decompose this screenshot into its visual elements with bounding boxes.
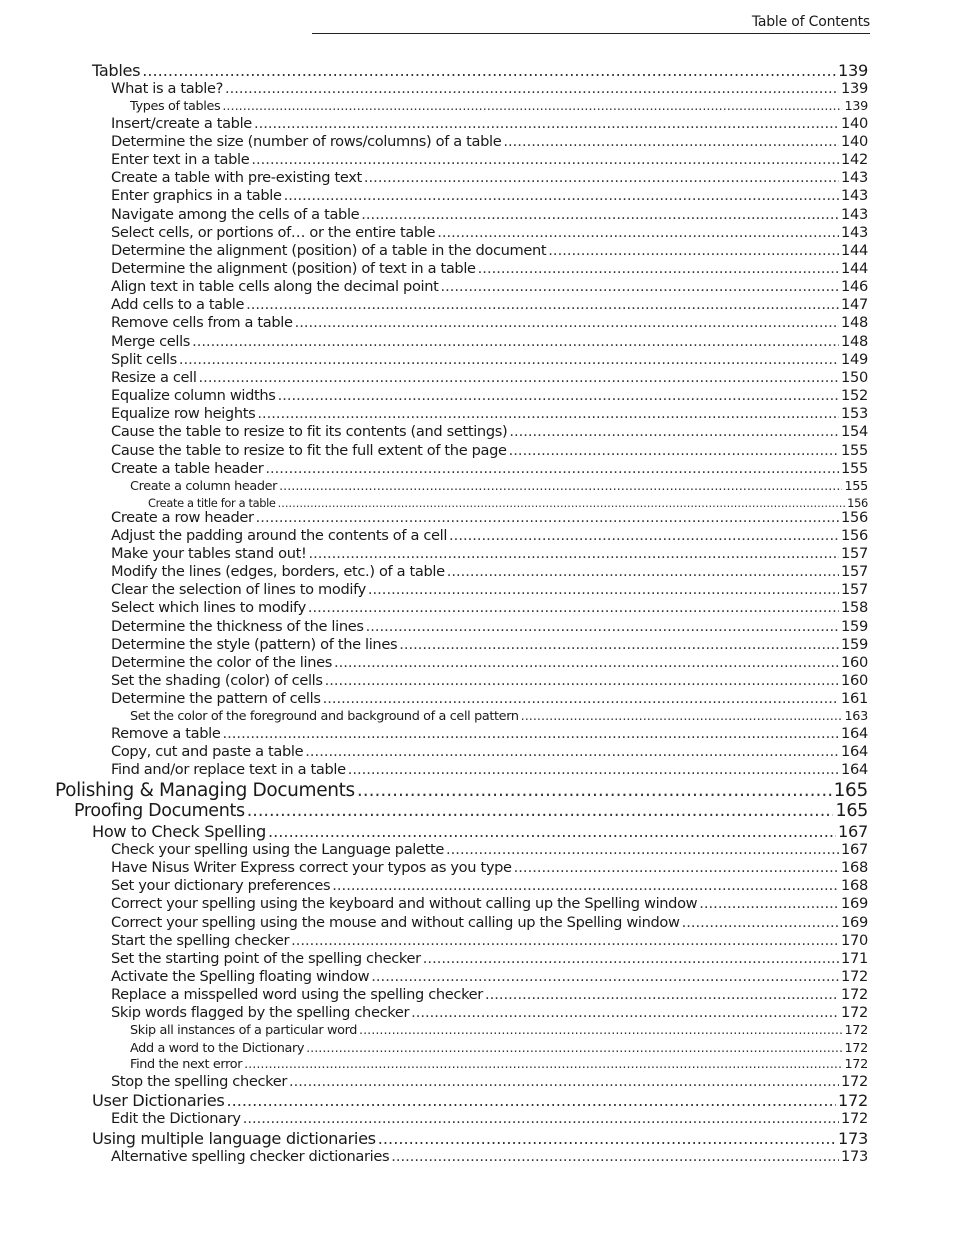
dot-leader	[371, 970, 839, 985]
toc-entry[interactable]	[111, 189, 868, 204]
toc-entry[interactable]	[130, 98, 868, 114]
dot-leader	[682, 916, 839, 931]
toc-entry[interactable]	[111, 547, 868, 562]
toc-entry-title: Adjust the padding around the contents of a cell	[111, 527, 448, 544]
toc-entry-title: Types of tables	[130, 98, 221, 114]
toc-entry-title: Split cells	[111, 351, 177, 368]
toc-entry-title: Determine the style (pattern) of the lines	[111, 636, 398, 653]
toc-entry-page-number: 159	[841, 618, 868, 635]
toc-entry-title: Remove a table	[111, 725, 221, 742]
toc-entry-title: Set your dictionary preferences	[111, 877, 331, 894]
toc-entry[interactable]	[111, 692, 868, 707]
dot-leader	[334, 656, 839, 671]
toc-entry-page-number: 155	[841, 460, 868, 477]
dot-leader	[332, 879, 839, 894]
toc-entry[interactable]	[55, 782, 868, 801]
toc-entry[interactable]	[130, 478, 868, 494]
toc-entry-title: Have Nisus Writer Express correct your typos as you type	[111, 859, 512, 876]
dot-leader	[279, 481, 842, 494]
toc-entry-page-number: 173	[841, 1148, 868, 1165]
toc-entry[interactable]	[111, 298, 868, 313]
toc-entry[interactable]	[92, 824, 868, 840]
dot-leader	[278, 498, 846, 509]
dot-leader	[348, 763, 839, 778]
dot-leader	[361, 208, 839, 223]
toc-entry-title: Tables	[92, 61, 141, 80]
toc-entry[interactable]	[111, 529, 868, 544]
toc-entry[interactable]	[92, 63, 868, 79]
toc-entry-page-number: 165	[835, 801, 868, 821]
toc-entry[interactable]	[92, 1131, 868, 1147]
toc-entry-title: Create a table header	[111, 460, 264, 477]
toc-entry[interactable]	[111, 389, 868, 404]
toc-entry-page-number: 164	[841, 761, 868, 778]
dot-leader	[485, 988, 839, 1003]
toc-entry-title: Cause the table to resize to fit the full extent of the page	[111, 442, 507, 459]
dot-leader	[246, 298, 839, 313]
toc-entry-title: Equalize row heights	[111, 405, 256, 422]
dot-leader	[359, 1025, 842, 1038]
toc-entry[interactable]	[111, 879, 868, 894]
dot-leader	[265, 462, 839, 477]
toc-entry-page-number: 154	[841, 423, 868, 440]
dot-leader	[399, 638, 839, 653]
toc-entry[interactable]	[111, 153, 868, 168]
toc-entry-title: Add a word to the Dictionary	[130, 1040, 305, 1056]
toc-entry[interactable]	[111, 425, 868, 440]
toc-entry-page-number: 172	[841, 1110, 868, 1127]
toc-entry[interactable]	[111, 727, 868, 742]
toc-entry-title: User Dictionaries	[92, 1091, 225, 1110]
toc-entry-page-number: 139	[844, 98, 868, 114]
toc-entry-title: Alternative spelling checker dictionaries	[111, 1148, 390, 1165]
toc-entry-title: Find and/or replace text in a table	[111, 761, 346, 778]
toc-entry-page-number: 172	[844, 1040, 868, 1056]
toc-entry-page-number: 170	[841, 932, 868, 949]
toc-entry[interactable]	[111, 171, 868, 186]
toc-entry[interactable]	[111, 316, 868, 331]
toc-entry-title: Select which lines to modify	[111, 599, 306, 616]
toc-entry[interactable]	[111, 262, 868, 277]
toc-entry[interactable]	[111, 763, 868, 778]
toc-entry[interactable]	[111, 843, 868, 858]
dot-leader	[423, 952, 839, 967]
toc-entry-page-number: 158	[841, 599, 868, 616]
toc-entry-title: Insert/create a table	[111, 115, 252, 132]
dot-leader	[243, 1112, 839, 1127]
toc-entry-page-number: 155	[841, 442, 868, 459]
dot-leader	[199, 371, 839, 386]
dot-leader	[223, 727, 840, 742]
running-header	[312, 14, 870, 34]
dot-leader	[548, 244, 839, 259]
toc-entry-page-number: 146	[841, 278, 868, 295]
dot-leader	[378, 1131, 836, 1147]
toc-entry-title: Start the spelling checker	[111, 932, 290, 949]
dot-leader	[247, 803, 834, 821]
toc-entry[interactable]	[111, 280, 868, 295]
dot-leader	[446, 843, 839, 858]
toc-entry-title: What is a table?	[111, 80, 223, 97]
toc-entry-title: Determine the color of the lines	[111, 654, 332, 671]
toc-entry-title: Equalize column widths	[111, 387, 276, 404]
toc-entry-page-number: 140	[841, 133, 868, 150]
toc-entry-title: Skip words flagged by the spelling checker	[111, 1004, 410, 1021]
dot-leader	[325, 674, 839, 689]
toc-entry[interactable]	[130, 708, 868, 724]
toc-entry[interactable]	[111, 1112, 868, 1127]
toc-entry-page-number: 156	[841, 527, 868, 544]
toc-entry[interactable]	[111, 916, 868, 931]
dot-leader	[225, 82, 839, 97]
toc-entry-page-number: 152	[841, 387, 868, 404]
toc-entry[interactable]	[111, 861, 868, 876]
dot-leader	[503, 135, 839, 150]
toc-entry-title: Determine the size (number of rows/columns) of a table	[111, 133, 502, 150]
toc-entry-page-number: 142	[841, 151, 868, 168]
toc-entry-title: Select cells, or portions of… or the entire table	[111, 224, 436, 241]
dot-leader	[449, 529, 839, 544]
toc-entry-page-number: 143	[841, 206, 868, 223]
toc-entry-page-number: 167	[838, 822, 868, 841]
toc-entry[interactable]	[111, 745, 868, 760]
toc-entry-page-number: 171	[841, 950, 868, 967]
toc-entry-page-number: 143	[841, 224, 868, 241]
toc-entry[interactable]	[111, 620, 868, 635]
dot-leader	[308, 601, 839, 616]
toc-entry-title: Set the starting point of the spelling checker	[111, 950, 421, 967]
toc-entry-title: Find the next error	[130, 1056, 243, 1072]
toc-entry-title: Determine the alignment (position) of text in a table	[111, 260, 476, 277]
toc-entry-page-number: 172	[841, 1004, 868, 1021]
toc-entry[interactable]	[111, 1006, 868, 1021]
toc-entry[interactable]	[111, 988, 868, 1003]
toc-entry[interactable]	[74, 803, 868, 821]
toc-entry-title: Make your tables stand out!	[111, 545, 307, 562]
toc-entry[interactable]	[111, 335, 868, 350]
toc-entry-page-number: 144	[841, 260, 868, 277]
dot-leader	[411, 1006, 839, 1021]
toc-entry-page-number: 164	[841, 725, 868, 742]
toc-entry[interactable]	[111, 353, 868, 368]
toc-entry-title: Cause the table to resize to fit its contents (and settings)	[111, 423, 508, 440]
toc-entry-page-number: 163	[844, 708, 868, 724]
toc-entry-title: Correct your spelling using the mouse and without calling up the Spelling window	[111, 914, 680, 931]
toc-entry-title: Replace a misspelled word using the spelling checker	[111, 986, 483, 1003]
toc-entry-page-number: 157	[841, 563, 868, 580]
dot-leader	[142, 63, 836, 79]
toc-entry[interactable]	[130, 1056, 868, 1072]
toc-entry[interactable]	[111, 656, 868, 671]
toc-entry-page-number: 155	[844, 478, 868, 494]
dot-leader	[284, 189, 839, 204]
toc-entry[interactable]	[111, 135, 868, 150]
dot-leader	[278, 389, 839, 404]
toc-entry-title: Polishing & Managing Documents	[55, 780, 355, 801]
toc-entry-page-number: 164	[841, 743, 868, 760]
dot-leader	[364, 171, 839, 186]
toc-entry-title: Clear the selection of lines to modify	[111, 581, 366, 598]
toc-entry-title: Using multiple language dictionaries	[92, 1129, 376, 1148]
toc-entry-page-number: 147	[841, 296, 868, 313]
dot-leader	[192, 335, 839, 350]
dot-leader	[291, 934, 839, 949]
toc-entry[interactable]	[130, 1040, 868, 1056]
toc-entry-page-number: 172	[841, 968, 868, 985]
toc-entry-page-number: 144	[841, 242, 868, 259]
toc-entry[interactable]	[111, 208, 868, 223]
toc-entry-page-number: 165	[833, 780, 868, 801]
toc-entry-page-number: 157	[841, 581, 868, 598]
dot-leader	[179, 353, 839, 368]
toc-entry-title: Determine the alignment (position) of a table in the document	[111, 242, 547, 259]
toc-entry-page-number: 148	[841, 333, 868, 350]
toc-entry-title: Remove cells from a table	[111, 314, 293, 331]
toc-entry[interactable]	[111, 583, 868, 598]
toc-entry-page-number: 167	[841, 841, 868, 858]
toc-entry[interactable]	[111, 407, 868, 422]
dot-leader	[306, 1043, 842, 1056]
toc-entry[interactable]	[111, 226, 868, 241]
toc-entry[interactable]	[111, 462, 868, 477]
toc-entry[interactable]	[111, 371, 868, 386]
toc-entry-title: Skip all instances of a particular word	[130, 1022, 358, 1038]
dot-leader	[254, 117, 839, 132]
toc-entry-title: Create a row header	[111, 509, 254, 526]
toc-entry-title: Resize a cell	[111, 369, 197, 386]
toc-entry-title: Determine the thickness of the lines	[111, 618, 364, 635]
toc-entry-page-number: 156	[847, 495, 868, 510]
toc-entry-page-number: 160	[841, 672, 868, 689]
toc-entry-title: Create a column header	[130, 478, 278, 494]
dot-leader	[437, 226, 839, 241]
toc-entry-page-number: 157	[841, 545, 868, 562]
toc-entry[interactable]	[111, 511, 868, 526]
toc-entry-page-number: 139	[838, 61, 868, 80]
dot-leader	[308, 547, 839, 562]
toc-entry-title: How to Check Spelling	[92, 822, 266, 841]
dot-leader	[509, 425, 839, 440]
toc-entry-page-number: 159	[841, 636, 868, 653]
toc-entry[interactable]	[111, 444, 868, 459]
toc-entry-page-number: 172	[838, 1091, 868, 1110]
dot-leader	[514, 861, 839, 876]
toc-entry-title: Set the color of the foreground and background of a cell pattern	[130, 708, 519, 724]
dot-leader	[323, 692, 839, 707]
toc-entry-page-number: 140	[841, 115, 868, 132]
toc-entry[interactable]	[111, 601, 868, 616]
toc-entry-title: Enter graphics in a table	[111, 187, 282, 204]
toc-entry[interactable]	[111, 970, 868, 985]
toc-entry-page-number: 139	[841, 80, 868, 97]
toc-entry-page-number: 160	[841, 654, 868, 671]
dot-leader	[366, 620, 839, 635]
toc-entry[interactable]	[111, 1150, 868, 1165]
toc-entry-title: Edit the Dictionary	[111, 1110, 241, 1127]
toc-entry-title: Correct your spelling using the keyboard and without calling up the Spelling window	[111, 895, 698, 912]
toc-entry-page-number: 168	[841, 877, 868, 894]
dot-leader	[226, 1093, 836, 1109]
toc-entry[interactable]	[111, 638, 868, 653]
toc-entry[interactable]	[111, 674, 868, 689]
dot-leader	[368, 583, 839, 598]
dot-leader	[222, 101, 842, 114]
dot-leader	[391, 1150, 839, 1165]
dot-leader	[289, 1075, 839, 1090]
dot-leader	[521, 711, 843, 724]
toc-entry-page-number: 172	[844, 1022, 868, 1038]
toc-entry-page-number: 156	[841, 509, 868, 526]
toc-entry-page-number: 153	[841, 405, 868, 422]
toc-entry-page-number: 172	[841, 986, 868, 1003]
dot-leader	[257, 407, 839, 422]
toc-entry-page-number: 148	[841, 314, 868, 331]
toc-entry[interactable]	[111, 897, 868, 912]
dot-leader	[447, 565, 839, 580]
toc-entry-page-number: 150	[841, 369, 868, 386]
toc-entry-title: Activate the Spelling floating window	[111, 968, 370, 985]
toc-entry-title: Create a table with pre-existing text	[111, 169, 362, 186]
dot-leader	[699, 897, 839, 912]
dot-leader	[478, 262, 839, 277]
toc-entry-page-number: 143	[841, 169, 868, 186]
toc-entry-title: Determine the pattern of cells	[111, 690, 321, 707]
toc-entry-page-number: 172	[844, 1056, 868, 1072]
toc-entry[interactable]	[130, 1022, 868, 1038]
toc-entry-page-number: 169	[841, 895, 868, 912]
toc-entry-title: Check your spelling using the Language palette	[111, 841, 445, 858]
toc-entry-title: Merge cells	[111, 333, 191, 350]
toc-entry-title: Copy, cut and paste a table	[111, 743, 304, 760]
toc-entry[interactable]	[111, 1075, 868, 1090]
toc-entry[interactable]	[148, 495, 868, 510]
dot-leader	[509, 444, 839, 459]
toc-entry-page-number: 149	[841, 351, 868, 368]
dot-leader	[268, 824, 836, 840]
toc-entry[interactable]	[111, 952, 868, 967]
running-header-title: Table of Contents	[751, 14, 870, 30]
toc-entry-page-number: 168	[841, 859, 868, 876]
toc-entry[interactable]	[111, 565, 868, 580]
toc-entry-title: Align text in table cells along the decimal point	[111, 278, 439, 295]
dot-leader	[251, 153, 839, 168]
toc-entry[interactable]	[111, 117, 868, 132]
toc-entry[interactable]	[111, 244, 868, 259]
dot-leader	[441, 280, 840, 295]
toc-entry[interactable]	[111, 934, 868, 949]
toc-entry-title: Proofing Documents	[74, 801, 245, 821]
toc-entry-title: Enter text in a table	[111, 151, 250, 168]
toc-entry[interactable]	[111, 82, 868, 97]
toc-entry-page-number: 172	[841, 1073, 868, 1090]
dot-leader	[305, 745, 839, 760]
toc-entry-page-number: 143	[841, 187, 868, 204]
toc-entry-title: Navigate among the cells of a table	[111, 206, 360, 223]
dot-leader	[256, 511, 839, 526]
toc-entry-title: Stop the spelling checker	[111, 1073, 288, 1090]
toc-entry-page-number: 169	[841, 914, 868, 931]
toc-entry-title: Set the shading (color) of cells	[111, 672, 323, 689]
dot-leader	[357, 782, 832, 801]
toc-entry-title: Modify the lines (edges, borders, etc.) of a table	[111, 563, 445, 580]
toc-entry-title: Add cells to a table	[111, 296, 245, 313]
dot-leader	[295, 316, 839, 331]
toc-entry[interactable]	[92, 1093, 868, 1109]
toc-entry-title: Create a title for a table	[148, 495, 276, 510]
toc-entry-page-number: 173	[838, 1129, 868, 1148]
dot-leader	[244, 1059, 842, 1072]
toc-entry-page-number: 161	[841, 690, 868, 707]
